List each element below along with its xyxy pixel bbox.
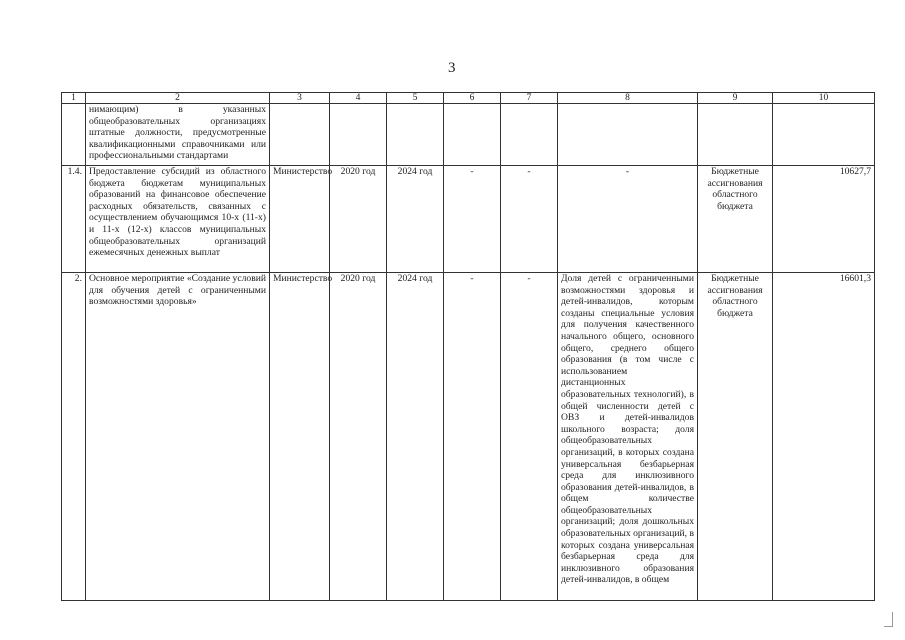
amount: 10627,7 — [773, 166, 875, 273]
table-row — [62, 166, 875, 273]
executor — [270, 104, 330, 166]
column-6-value: - — [444, 273, 501, 601]
column-header: 8 — [558, 93, 698, 104]
start-year — [330, 104, 387, 166]
row-number: 2. — [62, 273, 86, 601]
start-year: 2020 год — [330, 166, 387, 273]
executor: Министерство — [270, 273, 330, 601]
page-number: 3 — [448, 60, 456, 76]
column-header: 9 — [698, 93, 773, 104]
column-7-value: - — [501, 166, 558, 273]
table-row — [62, 104, 875, 166]
executor: Министерство — [270, 166, 330, 273]
end-year: 2024 год — [387, 166, 444, 273]
column-6-value: - — [444, 166, 501, 273]
activity-name: нимающим) в указанных общеобразовательных организациях штатные должности, предусмотренные квалификационными справочниками или профессиональными стандартами — [86, 104, 270, 166]
indicator: - — [558, 166, 698, 273]
column-header: 1 — [62, 93, 86, 104]
program-table — [61, 92, 875, 601]
column-header: 2 — [86, 93, 270, 104]
table-header-row — [62, 93, 875, 104]
row-number — [62, 104, 86, 166]
funding-source: Бюджетные ассигнования областного бюджета — [698, 273, 773, 601]
activity-name: Предоставление субсидий из областного бюджета бюджетам муниципальных образований на финансовое обеспечение расходных обязательств, связанных с осуществлением обучающимся 10-х (11-х) и 11-х (12-х) классов муниципальных общеобразовательных организаций ежемесячных денежных выплат — [86, 166, 270, 273]
row-number: 1.4. — [62, 166, 86, 273]
column-header: 6 — [444, 93, 501, 104]
funding-source: Бюджетные ассигнования областного бюджета — [698, 166, 773, 273]
scan-corner-mark — [884, 612, 893, 627]
activity-name: Основное мероприятие «Создание условий для обучения детей с ограниченными возможностями здоровья» — [86, 273, 270, 601]
column-header: 10 — [773, 93, 875, 104]
column-header: 7 — [501, 93, 558, 104]
table-row — [62, 273, 875, 601]
column-6-value — [444, 104, 501, 166]
column-header: 4 — [330, 93, 387, 104]
amount — [773, 104, 875, 166]
start-year: 2020 год — [330, 273, 387, 601]
column-header: 3 — [270, 93, 330, 104]
column-header: 5 — [387, 93, 444, 104]
end-year: 2024 год — [387, 273, 444, 601]
indicator: Доля детей с ограниченными возможностями здоровья и детей-инвалидов, которым созданы специальные условия для получения качественного начального общего, основного общего, среднего общего образования (в том числе с использованием дистанционных образовательных технологий), в общей численности детей с ОВЗ и детей-инвалидов школьного возраста; доля общеобразовательных организаций, в которых создана универсальная безбарьерная среда для инклюзивного образования детей-инвалидов, в общем количестве общеобразовательных организаций; доля дошкольных образовательных организаций, в которых создана универсальная безбарьерная среда для инклюзивного образования детей-инвалидов, в общем — [558, 273, 698, 601]
column-7-value — [501, 104, 558, 166]
column-7-value: - — [501, 273, 558, 601]
indicator — [558, 104, 698, 166]
funding-source — [698, 104, 773, 166]
end-year — [387, 104, 444, 166]
amount: 16601,3 — [773, 273, 875, 601]
